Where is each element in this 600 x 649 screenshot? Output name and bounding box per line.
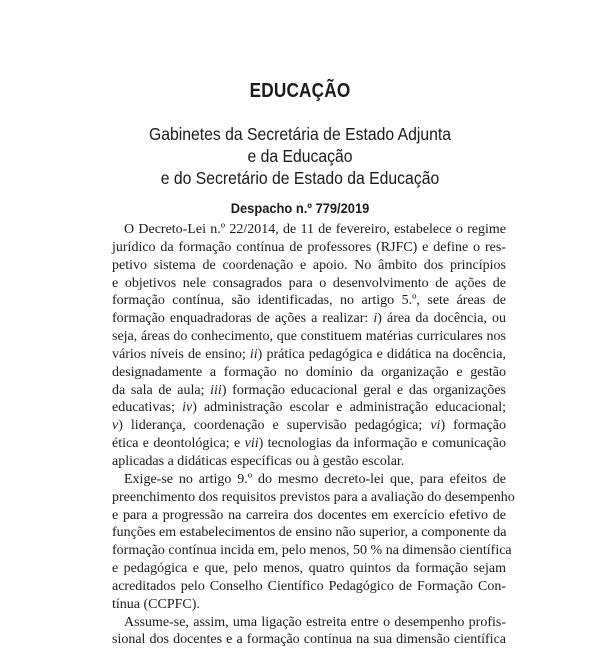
body-line: sional dos docentes e a formação contínua na sua dimensão científica: [112, 632, 506, 648]
body-line: formação contínua incida em, pelo menos, 50 % na dimensão científica: [112, 543, 512, 559]
office-heading: [30, 123, 570, 189]
body-line: acreditados pelo Conselho Científico Pedagógico de Formação Con-: [112, 578, 506, 594]
body-line: ética e deontológica; e vii) tecnologias da informação e comunicação: [112, 436, 506, 452]
body-line: vários níveis de ensino; ii) prática pedagógica e didática na docência,: [112, 346, 506, 362]
body-line: Assume-se, assim, uma ligação estreita entre o desempenho profis-: [124, 614, 506, 630]
body-line: e para a progressão na carreira dos docentes em exercício efetivo de: [112, 507, 506, 523]
body-line: petivo sistema de coordenação e apoio. No âmbito dos princípios: [112, 257, 506, 273]
body-line: designadamente a formação no domínio da organização e gestão: [112, 364, 506, 380]
office-line: Gabinetes da Secretária de Estado Adjunta: [148, 124, 452, 144]
ministry-heading: EDUCAÇÃO: [249, 80, 351, 102]
body-line: O Decreto-Lei n.º 22/2014, de 11 de fevereiro, estabelece o regime: [124, 222, 506, 237]
body-line: v) liderança, coordenação e supervisão pedagógica; vi) formação: [112, 418, 506, 434]
body-line: preenchimento dos requisitos previstos para a avaliação do desempenho: [112, 489, 515, 505]
body-line: e pedagógica e que, pelo menos, quatro quintos da formação sejam: [112, 561, 506, 577]
body-line: educativas; iv) administração escolar e administração educacional;: [112, 400, 506, 416]
office-line: e do Secretário de Estado da Educação: [160, 168, 440, 188]
despacho-title: Despacho n.º 779/2019: [230, 200, 370, 216]
body-line: Exige-se no artigo 9.º do mesmo decreto-lei que, para efeitos de: [124, 471, 506, 487]
body-line: da sala de aula; iii) formação educacional geral e das organizações: [112, 382, 506, 398]
body-line: aplicadas a didáticas específicas ou à gestão escolar.: [112, 453, 405, 469]
body-line: funções em estabelecimentos de ensino não superior, a componente da: [112, 525, 507, 541]
body-line: tínua (CCPFC).: [112, 596, 200, 612]
body-line: jurídico da formação contínua de professores (RJFC) e define o res-: [112, 239, 506, 255]
body-line: formação contínua, são identificadas, no artigo 5.º, sete áreas de: [112, 293, 506, 309]
body-text: [112, 221, 515, 649]
body-line: formação enquadradoras de ações a realizar: i) área da docência, ou: [112, 311, 506, 327]
body-line: seja, áreas do conhecimento, que constituem matérias curriculares nos: [112, 329, 506, 345]
body-line: e objetivos nele consagrados para o desenvolvimento de ações de: [112, 275, 506, 291]
office-line: e da Educação: [247, 146, 353, 166]
